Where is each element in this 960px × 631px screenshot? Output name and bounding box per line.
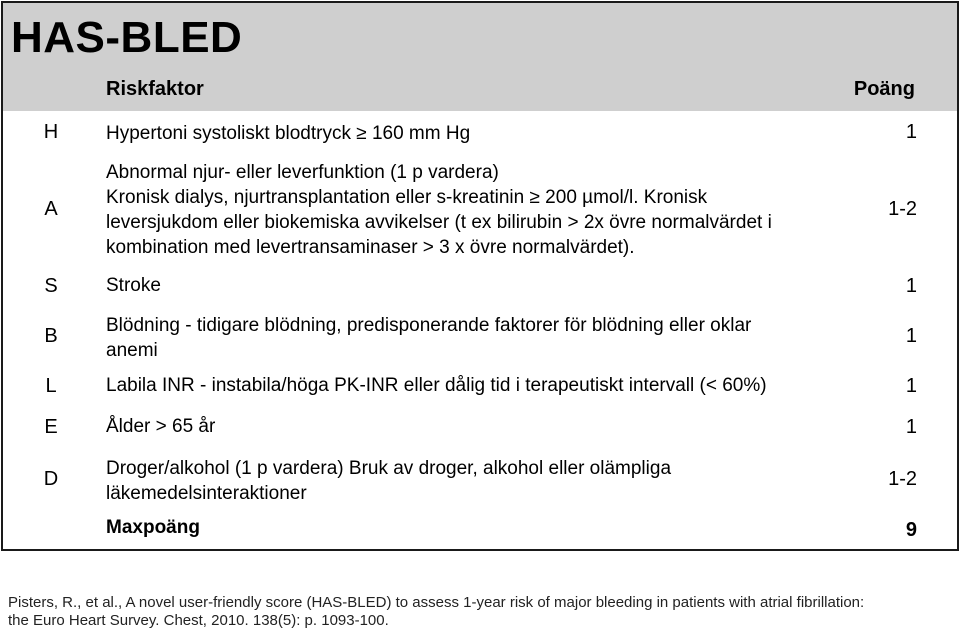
row-letter: L [45, 375, 57, 397]
header-band [3, 3, 957, 111]
total-points: 9 [905, 519, 917, 541]
row-letter: A [44, 198, 58, 220]
column-header-score: Poäng [853, 78, 915, 100]
description-line: anemi [106, 340, 158, 361]
description-line: kombination med levertransaminaser > 3 x övre normalvärdet). [106, 237, 635, 258]
row-letter: S [44, 275, 58, 297]
row-points: 1 [905, 325, 917, 347]
row-description [106, 273, 826, 298]
description-line: Labila INR - instabila/höga PK-INR eller dålig tid i terapeutiskt intervall (< 60%) [106, 375, 767, 396]
column-header-risk: Riskfaktor [106, 78, 204, 100]
description-line: läkemedelsinteraktioner [106, 483, 307, 504]
citation-line: the Euro Heart Survey. Chest, 2010. 138(5): p. 1093-100. [8, 612, 389, 629]
row-description [106, 456, 826, 506]
row-description [106, 373, 826, 398]
description-line: Ålder > 65 år [106, 416, 216, 437]
description-line: leversjukdom eller biokemiska avvikelser (t ex bilirubin > 2x övre normalvärdet i [106, 212, 772, 233]
row-points: 1-2 [888, 198, 917, 220]
row-points: 1 [905, 275, 917, 297]
description-line: Kronisk dialys, njurtransplantation eller s-kreatinin ≥ 200 µmol/l. Kronisk [106, 187, 708, 208]
row-points: 1 [905, 416, 917, 438]
row-letter: H [43, 121, 59, 143]
description-line: Blödning - tidigare blödning, predisponerande faktorer för blödning eller oklar [106, 315, 752, 336]
row-points: 1 [905, 375, 917, 397]
page-title: HAS-BLED [11, 13, 243, 62]
row-letter: B [44, 325, 58, 347]
description-line: Abnormal njur- eller leverfunktion (1 p vardera) [106, 162, 499, 183]
row-description [106, 313, 826, 363]
citation-line: Pisters, R., et al., A novel user-friendly score (HAS-BLED) to assess 1-year risk of major bleeding in patients with atrial fibrillation: [8, 594, 865, 611]
row-description [106, 121, 826, 146]
row-letter: E [44, 416, 58, 438]
description-line: Hypertoni systoliskt blodtryck ≥ 160 mm Hg [106, 123, 471, 144]
score-table [1, 1, 959, 551]
citation [8, 594, 948, 630]
row-points: 1 [905, 121, 917, 143]
description-line: Stroke [106, 275, 161, 296]
row-description [106, 160, 826, 260]
total-label: Maxpoäng [106, 517, 200, 538]
row-points: 1-2 [888, 468, 917, 490]
row-description [106, 414, 826, 439]
row-letter: D [43, 468, 59, 490]
description-line: Droger/alkohol (1 p vardera) Bruk av droger, alkohol eller olämpliga [106, 458, 672, 479]
